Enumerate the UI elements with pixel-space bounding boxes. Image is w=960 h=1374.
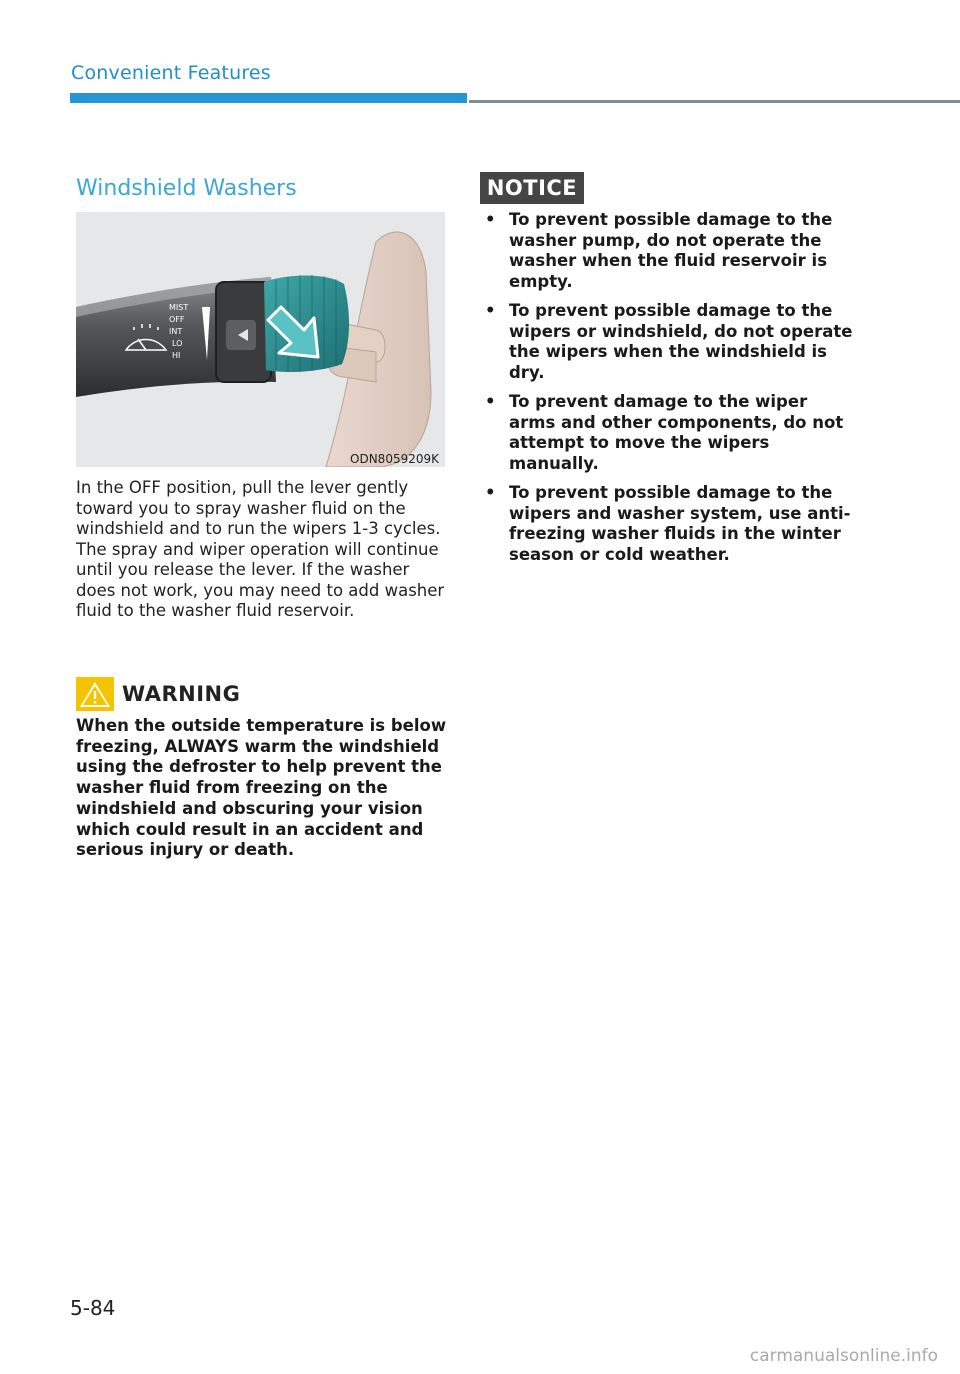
notice-item-text: To prevent possible damage to the washer pump, do not operate the washer when the fluid reservoir is empty. [509, 210, 833, 291]
lever-label-int: INT [169, 327, 183, 336]
warning-triangle-icon [76, 677, 114, 711]
notice-item-text: To prevent damage to the wiper arms and other components, do not attempt to move the wipers manually. [509, 392, 844, 473]
notice-item-text: To prevent possible damage to the wipers or windshield, do not operate the wipers when the windshield is dry. [509, 301, 853, 382]
notice-item [481, 392, 853, 474]
notice-item [481, 210, 853, 292]
header-bar-accent [70, 93, 467, 103]
notice-item [481, 301, 853, 383]
notice-badge: NOTICE [480, 172, 584, 204]
section-title: Windshield Washers [76, 176, 297, 201]
lever-label-lo: LO [172, 339, 183, 348]
header-bar-rule [469, 100, 960, 103]
washer-instructions-text: In the OFF position, pull the lever gently toward you to spray washer fluid on the windshield and to run the wipers 1-3 cycles. The spray and wiper operation will continue until you release the lever. If the washer does not work, you may need to add washer fluid to the washer fluid reservoir. [76, 478, 445, 620]
notice-list [481, 210, 853, 574]
notice-item-text: To prevent possible damage to the wipers and washer system, use anti-freezing washer fluids in the winter season or cold weather. [509, 483, 851, 564]
wiper-lever-figure [76, 212, 445, 467]
watermark: carmanualsonline.info [749, 1346, 938, 1366]
warning-label: WARNING [122, 682, 241, 706]
warning-text: When the outside temperature is below freezing, ALWAYS warm the windshield using the defroster to help prevent the washer fluid from freezing on the windshield and obscuring your vision which could result in an accident and serious injury or death. [76, 716, 447, 860]
page-number: 5-84 [70, 1296, 116, 1320]
header-section-title: Convenient Features [71, 62, 271, 84]
bullet-icon: • [485, 210, 496, 229]
notice-item [481, 483, 853, 565]
wiper-lever-illustration [76, 212, 445, 467]
bullet-icon: • [485, 392, 496, 411]
lever-label-off: OFF [169, 315, 185, 324]
lever-label-mist: MIST [169, 303, 189, 312]
bullet-icon: • [485, 483, 496, 502]
warning-header [76, 676, 240, 712]
bullet-icon: • [485, 301, 496, 320]
lever-label-hi: HI [172, 351, 181, 360]
figure-code: ODN8059209K [350, 452, 439, 466]
